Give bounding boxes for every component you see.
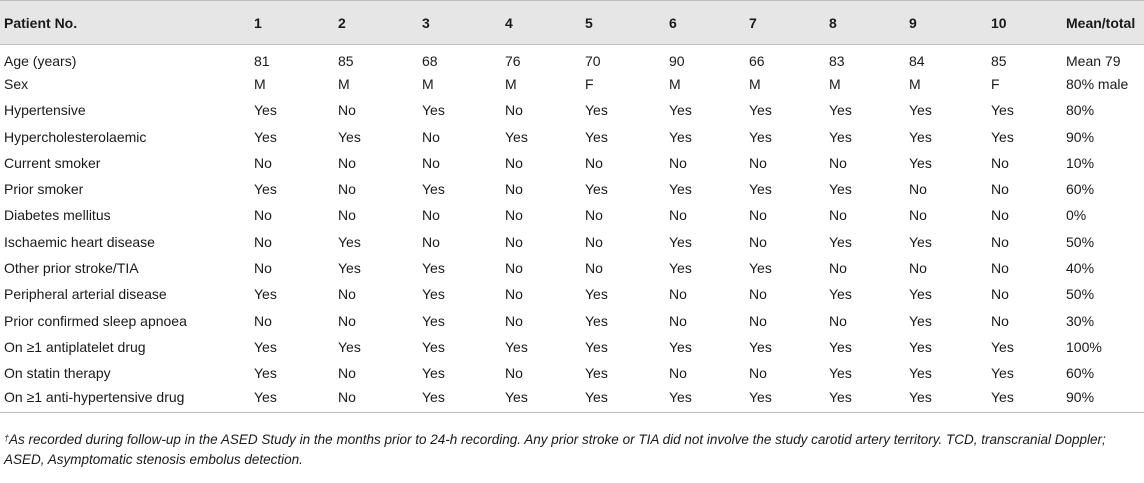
table-cell: 68	[422, 52, 438, 69]
table-cell: No	[991, 233, 1009, 250]
column-header: 5	[581, 1, 665, 45]
row-label: Sex	[4, 75, 29, 92]
table-cell: No	[991, 154, 1009, 171]
table-cell: No	[505, 286, 523, 303]
summary-cell: 10%	[1066, 154, 1095, 171]
table-cell: M	[505, 75, 517, 92]
table-cell: No	[505, 233, 523, 250]
table-row	[0, 202, 1144, 228]
table-cell: 85	[991, 52, 1007, 69]
table-row	[0, 123, 1144, 149]
table-cell: No	[422, 154, 440, 171]
table-body	[0, 45, 1144, 413]
table-cell: 83	[829, 52, 845, 69]
table-row	[0, 150, 1144, 176]
table-row	[0, 45, 1144, 71]
summary-cell: 100%	[1066, 338, 1102, 355]
table-cell: M	[254, 75, 266, 92]
table-cell: Yes	[829, 365, 852, 382]
table-cell: No	[254, 207, 272, 224]
table-cell: Yes	[338, 233, 361, 250]
table-footnote	[4, 430, 1134, 470]
table-cell: Yes	[254, 102, 277, 119]
table-cell: Yes	[909, 338, 932, 355]
table-cell: Yes	[829, 102, 852, 119]
column-header: Mean/total	[1062, 1, 1144, 45]
table-cell: Yes	[829, 338, 852, 355]
row-label: On ≥1 antiplatelet drug	[4, 338, 146, 355]
table-cell: Yes	[829, 181, 852, 198]
table-cell: No	[338, 286, 356, 303]
table-row	[0, 229, 1144, 255]
row-label: Prior confirmed sleep apnoea	[4, 312, 187, 329]
table-cell: No	[749, 312, 767, 329]
table-cell: F	[585, 75, 594, 92]
table-cell: No	[505, 312, 523, 329]
table-cell: No	[585, 260, 603, 277]
table-cell: Yes	[905, 386, 987, 412]
summary-cell: 30%	[1066, 312, 1095, 329]
table-cell: No	[749, 233, 767, 250]
summary-cell: 80%	[1066, 102, 1095, 119]
table-cell: No	[338, 102, 356, 119]
table-cell: No	[669, 286, 687, 303]
summary-cell: 40%	[1066, 260, 1095, 277]
table-cell: No	[254, 260, 272, 277]
footnote-text: As recorded during follow-up in the ASED Study in the months prior to 24-h recording. Any prior stroke or TIA did not involve the study carotid artery territory. TCD, transcranial Doppler; ASED, Asymptomatic stenosis embolus detection.	[4, 432, 1106, 467]
table-cell: 84	[909, 52, 925, 69]
row-label: Age (years)	[4, 52, 77, 69]
table-cell: Yes	[422, 260, 445, 277]
table-cell: Yes	[422, 286, 445, 303]
table-cell: Yes	[422, 181, 445, 198]
header-row	[0, 1, 1144, 45]
table-cell: M	[669, 75, 681, 92]
table-row	[0, 360, 1144, 386]
row-label: Other prior stroke/TIA	[4, 260, 139, 277]
table-cell: 70	[585, 52, 601, 69]
table-cell: No	[254, 154, 272, 171]
table-cell: No	[505, 260, 523, 277]
row-label: Diabetes mellitus	[4, 207, 111, 224]
table-cell: Yes	[422, 102, 445, 119]
table-cell: Yes	[987, 386, 1062, 412]
table-cell: No	[991, 207, 1009, 224]
table-cell: Yes	[991, 338, 1014, 355]
table-cell: Yes	[422, 312, 445, 329]
table-row	[0, 386, 1144, 412]
table-cell: Yes	[254, 128, 277, 145]
table-cell: Yes	[585, 102, 608, 119]
table-cell: Yes	[829, 233, 852, 250]
table-cell: No	[585, 233, 603, 250]
table-cell: Yes	[991, 128, 1014, 145]
table-cell: Yes	[909, 286, 932, 303]
table-cell: Yes	[254, 338, 277, 355]
table-cell: No	[669, 207, 687, 224]
column-header-label: Patient No.	[0, 1, 250, 45]
table-cell: Yes	[745, 386, 825, 412]
table-cell: M	[749, 75, 761, 92]
table-cell: Yes	[749, 338, 772, 355]
table-cell: Yes	[749, 102, 772, 119]
table-cell: No	[338, 154, 356, 171]
table-cell: No	[829, 154, 847, 171]
table-cell: No	[669, 312, 687, 329]
table-cell: No	[991, 260, 1009, 277]
table-cell: Yes	[669, 128, 692, 145]
table-cell: F	[991, 75, 1000, 92]
table-cell: Yes	[829, 286, 852, 303]
table-cell: Yes	[250, 386, 334, 412]
table-row	[0, 97, 1144, 123]
table-cell: No	[585, 207, 603, 224]
table-row	[0, 334, 1144, 360]
table-row	[0, 307, 1144, 333]
table-cell: Yes	[505, 338, 528, 355]
row-label: Prior smoker	[4, 181, 84, 198]
table-cell: 81	[254, 52, 270, 69]
column-header: 6	[665, 1, 745, 45]
table-cell: No	[338, 207, 356, 224]
table-cell: Yes	[669, 181, 692, 198]
table-cell: Yes	[991, 365, 1014, 382]
table-cell: Yes	[585, 128, 608, 145]
table-cell: Yes	[669, 260, 692, 277]
table-cell: No	[254, 233, 272, 250]
summary-cell: 90%	[1066, 128, 1095, 145]
table-cell: 76	[505, 52, 521, 69]
table-cell: M	[422, 75, 434, 92]
table-cell: Yes	[581, 386, 665, 412]
table-cell: Yes	[418, 386, 501, 412]
table-cell: Yes	[254, 286, 277, 303]
table-cell: M	[338, 75, 350, 92]
table-cell: No	[829, 207, 847, 224]
summary-cell: 80% male	[1066, 75, 1129, 92]
table-cell: Yes	[669, 102, 692, 119]
column-header: 8	[825, 1, 905, 45]
table-cell: Yes	[585, 286, 608, 303]
table-cell: M	[909, 75, 921, 92]
table-cell: Yes	[254, 365, 277, 382]
table-cell: Yes	[909, 102, 932, 119]
table-cell: No	[505, 365, 523, 382]
table-cell: Yes	[422, 365, 445, 382]
row-label: Hypercholesterolaemic	[4, 128, 147, 145]
table-cell: Yes	[338, 338, 361, 355]
table-cell: No	[909, 260, 927, 277]
table-cell: Yes	[829, 128, 852, 145]
table-cell: Yes	[909, 365, 932, 382]
row-label: On statin therapy	[4, 365, 111, 382]
summary-cell: 0%	[1066, 207, 1087, 224]
table-cell: No	[749, 154, 767, 171]
table-cell: Yes	[669, 338, 692, 355]
table-cell: Yes	[501, 386, 581, 412]
table-cell: 85	[338, 52, 354, 69]
column-header: 9	[905, 1, 987, 45]
table-cell: No	[422, 128, 440, 145]
table-cell: Yes	[585, 365, 608, 382]
table-cell: Yes	[909, 154, 932, 171]
row-label: Ischaemic heart disease	[4, 233, 155, 250]
summary-cell: 50%	[1066, 233, 1095, 250]
table-header	[0, 1, 1144, 45]
footnote-marker: †	[4, 433, 10, 443]
table-cell: No	[669, 365, 687, 382]
row-label: On ≥1 anti-hypertensive drug	[0, 386, 250, 412]
row-label: Hypertensive	[4, 102, 86, 119]
table-cell: No	[991, 286, 1009, 303]
table-cell: No	[505, 207, 523, 224]
table-cell: No	[829, 312, 847, 329]
table-cell: No	[669, 154, 687, 171]
table-cell: Yes	[669, 233, 692, 250]
table-cell: No	[422, 233, 440, 250]
table-cell: No	[338, 365, 356, 382]
table-cell: Yes	[909, 128, 932, 145]
table-cell: Yes	[749, 128, 772, 145]
table-cell: Yes	[991, 102, 1014, 119]
table-cell: No	[909, 181, 927, 198]
table-cell: No	[749, 286, 767, 303]
column-header: 10	[987, 1, 1062, 45]
table-row	[0, 176, 1144, 202]
table-cell: No	[585, 154, 603, 171]
summary-cell: 90%	[1062, 386, 1144, 412]
table-cell: No	[505, 102, 523, 119]
table-row	[0, 71, 1144, 97]
table-cell: Yes	[909, 233, 932, 250]
column-header: 2	[334, 1, 418, 45]
table-cell: Yes	[749, 181, 772, 198]
table-cell: No	[338, 312, 356, 329]
table-cell: 90	[669, 52, 685, 69]
summary-cell: 60%	[1066, 181, 1095, 198]
row-label: Peripheral arterial disease	[4, 286, 167, 303]
table-cell: Yes	[825, 386, 905, 412]
table-cell: No	[505, 154, 523, 171]
table-cell: Yes	[909, 312, 932, 329]
summary-cell: 50%	[1066, 286, 1095, 303]
column-header: 3	[418, 1, 501, 45]
table-cell: No	[334, 386, 418, 412]
table-cell: Yes	[254, 181, 277, 198]
column-header: 4	[501, 1, 581, 45]
table-cell: No	[749, 207, 767, 224]
table-cell: Yes	[665, 386, 745, 412]
table-cell: M	[829, 75, 841, 92]
table-cell: Yes	[422, 338, 445, 355]
table-cell: Yes	[585, 312, 608, 329]
table-cell: Yes	[338, 128, 361, 145]
summary-cell: 60%	[1066, 365, 1095, 382]
summary-cell: Mean 79	[1066, 52, 1121, 69]
column-header: 1	[250, 1, 334, 45]
table-cell: Yes	[585, 181, 608, 198]
table-cell: No	[829, 260, 847, 277]
table-cell: No	[422, 207, 440, 224]
column-header: 7	[745, 1, 825, 45]
table-cell: No	[254, 312, 272, 329]
table-cell: No	[749, 365, 767, 382]
table-cell: No	[505, 181, 523, 198]
table-row	[0, 281, 1144, 307]
table-cell: Yes	[585, 338, 608, 355]
table-cell: No	[991, 312, 1009, 329]
table-cell: No	[991, 181, 1009, 198]
table-cell: No	[909, 207, 927, 224]
row-label: Current smoker	[4, 154, 101, 171]
table-cell: 66	[749, 52, 765, 69]
table-row	[0, 255, 1144, 281]
table-cell: No	[338, 181, 356, 198]
table-cell: Yes	[749, 260, 772, 277]
table-cell: Yes	[505, 128, 528, 145]
table-cell: Yes	[338, 260, 361, 277]
